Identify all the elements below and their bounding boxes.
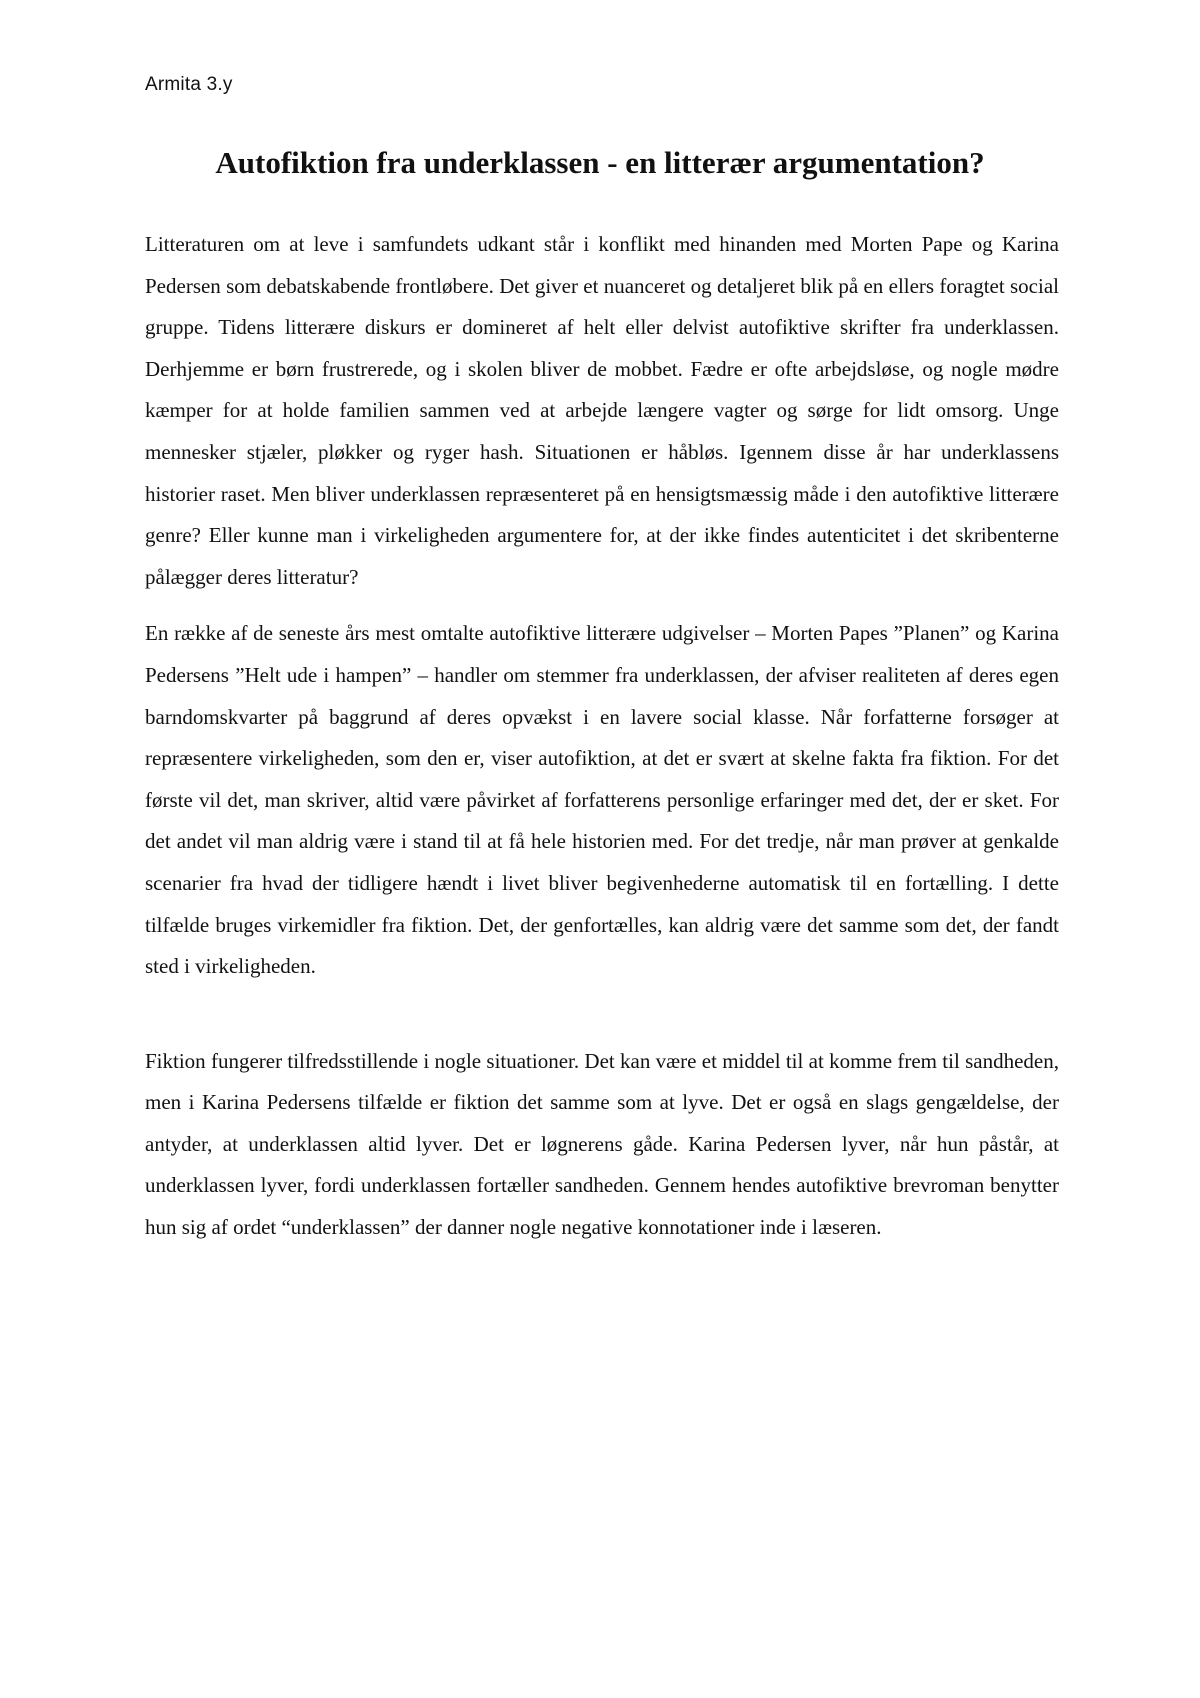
document-body <box>145 224 1059 1249</box>
body-paragraph: Fiktion fungerer tilfredsstillende i nogle situationer. Det kan være et middel til at komme frem til sandheden, men i Karina Pedersens tilfælde er fiktion det samme som at lyve. Det er også en slags gengældelse, der antyder, at underklassen altid lyver. Det er løgnerens gåde. Karina Pedersen lyver, når hun påstår, at underklassen lyver, fordi underklassen fortæller sandheden. Gennem hendes autofiktive brevroman benytter hun sig af ordet “underklassen” der danner nogle negative konnotationer inde i læseren. <box>145 1048 1059 1240</box>
body-paragraph: Litteraturen om at leve i samfundets udkant står i konflikt med hinanden med Morten Pape og Karina Pedersen som debatskabende frontløbere. Det giver et nuanceret og detaljeret blik på en ellers foragtet social gruppe. Tidens litterære diskurs er domineret af helt eller delvist autofiktive skrifter fra underklassen. Derhjemme er børn frustrerede, og i skolen bliver de mobbet. Fædre er ofte arbejdsløse, og nogle mødre kæmper for at holde familien sammen ved at arbejde længere vagter og sørge for lidt omsorg. Unge mennesker stjæler, pløkker og ryger hash. Situationen er håbløs. Igennem disse år har underklassens historier raset. Men bliver underklassen repræsenteret på en hensigtsmæssig måde i den autofiktive litterære genre? Eller kunne man i virkeligheden argumentere for, at der ikke findes autenticitet i det skribenterne pålægger deres litteratur? <box>145 232 1059 589</box>
body-paragraph: En række af de seneste års mest omtalte autofiktive litterære udgivelser – Morten Papes ”Planen” og Karina Pedersens ”Helt ude i hampen” – handler om stemmer fra underklassen, der afviser realiteten af deres egen barndomskvarter på baggrund af deres opvækst i en lavere social klasse. Når forfatterne forsøger at repræsentere virkeligheden, som den er, viser autofiktion, at det er svært at skelne fakta fra fiktion. For det første vil det, man skriver, altid være påvirket af forfatterens personlige erfaringer med det, der er sket. For det andet vil man aldrig være i stand til at få hele historien med. For det tredje, når man prøver at genkalde scenarier fra hvad der tidligere hændt i livet bliver begivenhederne automatisk til en fortælling. I dette tilfælde bruges virkemidler fra fiktion. Det, der genfortælles, kan aldrig være det samme som det, der fandt sted i virkeligheden. <box>145 621 1059 979</box>
author-line: Armita 3.y <box>145 74 233 95</box>
document-title: Autofiktion fra underklassen - en litterær argumentation? <box>215 145 985 180</box>
